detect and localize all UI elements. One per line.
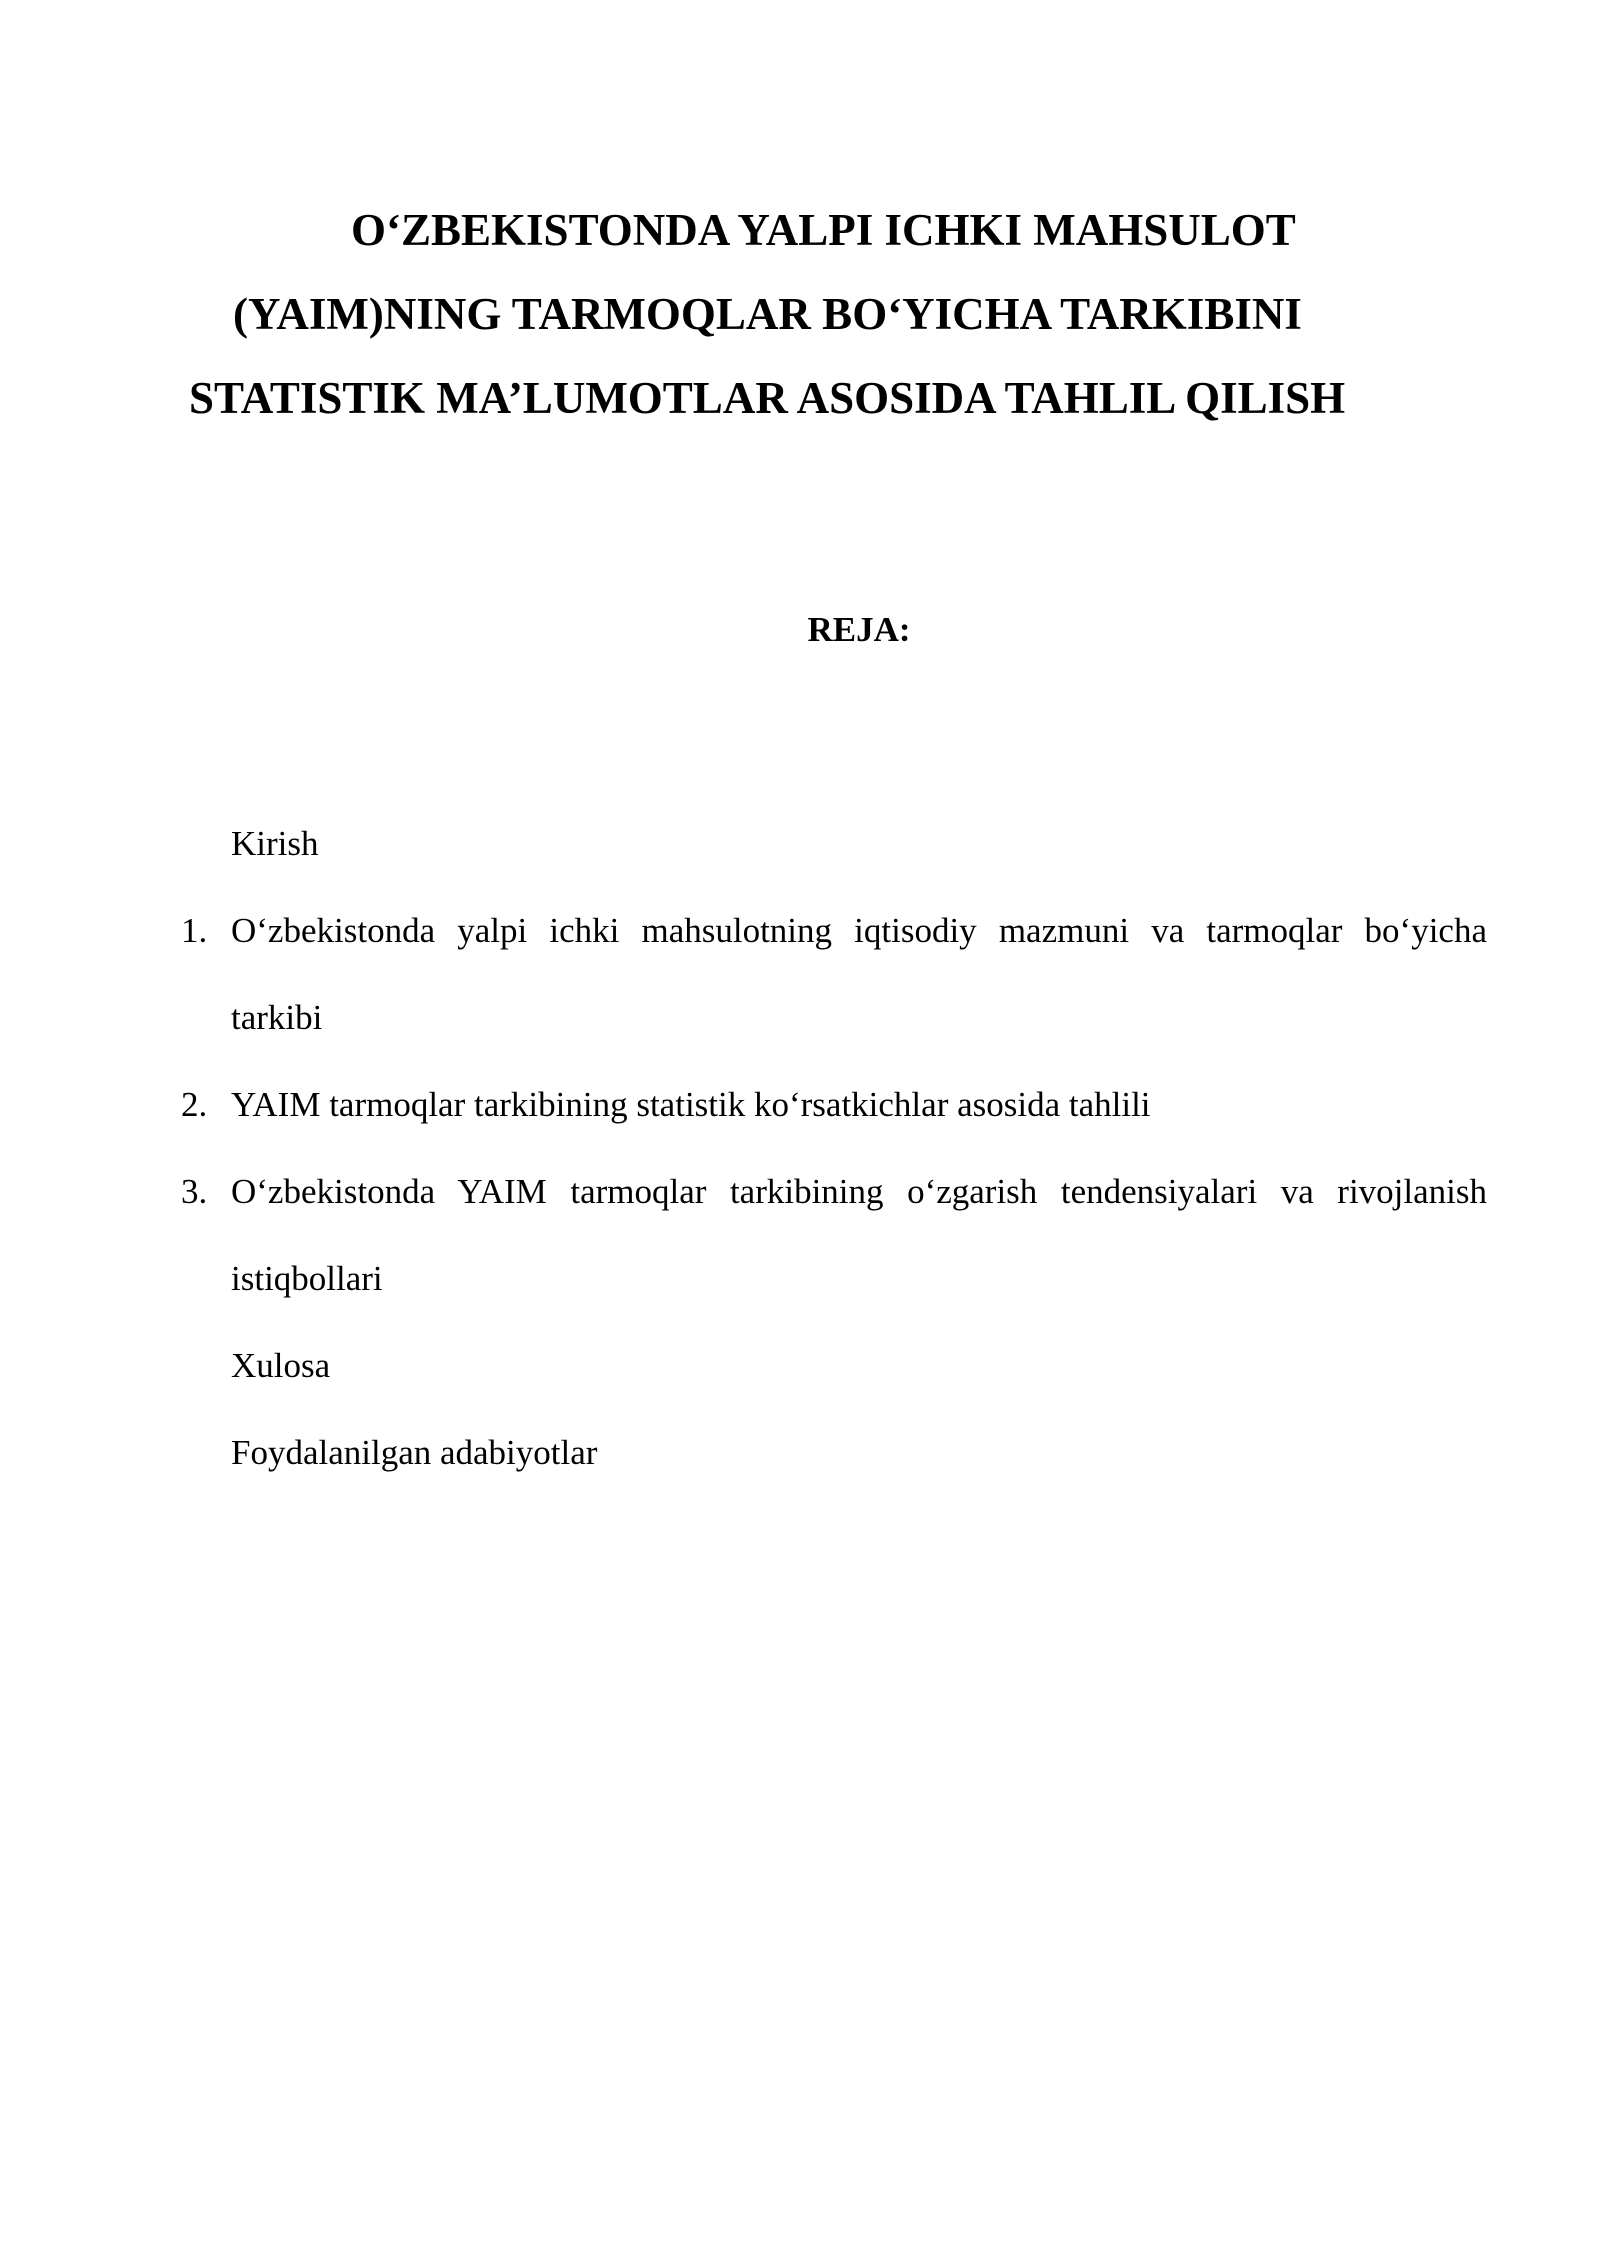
plan-item-text: Xulosa (231, 1346, 331, 1385)
plan-item-number: 2. (181, 1085, 208, 1124)
plan-item-text: YAIM tarmoqlar tarkibining statistik ko‘rsatkichlar asosida tahlili (231, 1085, 1151, 1124)
plan-item-references (0, 1409, 1487, 1496)
plan-item-text: Kirish (231, 824, 319, 863)
plan-list (0, 800, 1600, 1496)
title-line-1: O‘ZBEKISTONDA YALPI ICHKI MAHSULOT (351, 205, 1296, 255)
plan-item-number: 3. (181, 1172, 208, 1211)
plan-item-text-continuation: tarkibi (231, 998, 323, 1037)
plan-item-text: O‘zbekistonda yalpi ichki mahsulotning iqtisodiy mazmuni va tarmoqlar bo‘yicha (231, 911, 1487, 950)
plan-item-kirish (0, 800, 1487, 887)
title-line-3: STATISTIK MA’LUMOTLAR ASOSIDA TAHLIL QILISH (189, 373, 1346, 423)
plan-item-number: 1. (181, 911, 208, 950)
plan-item-xulosa (0, 1322, 1487, 1409)
document-title (160, 188, 1460, 440)
plan-heading: REJA: (807, 610, 911, 649)
plan-item-text-continuation: istiqbollari (231, 1259, 383, 1298)
plan-item-2 (0, 1061, 1487, 1148)
plan-item-text: Foydalanilgan adabiyotlar (231, 1433, 598, 1472)
title-line-2: (YAIM)NING TARMOQLAR BO‘YICHA TARKIBINI (233, 289, 1302, 339)
plan-item-1 (0, 887, 1487, 1061)
plan-item-text: O‘zbekistonda YAIM tarmoqlar tarkibining o‘zgarish tendensiyalari va rivojlanish (231, 1172, 1487, 1211)
plan-item-3 (0, 1148, 1487, 1322)
